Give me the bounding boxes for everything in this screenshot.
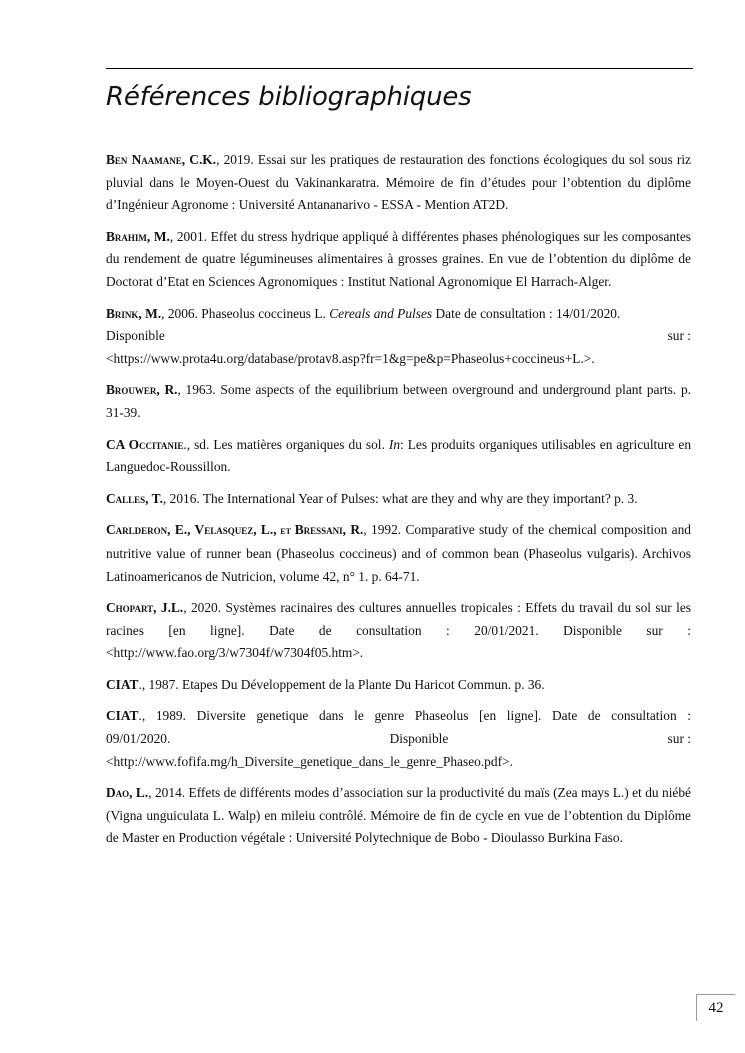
reference-author: Carlderon, E., Velasquez, L., [106,522,277,538]
header-rule [106,68,693,69]
reference-author: Brouwer, R. [106,382,178,398]
reference-author: CA [106,436,129,452]
reference-italic: Cereals and Pulses [329,305,433,321]
reference-author: CIAT [106,676,139,692]
reference-author: Occitanie [128,436,184,452]
reference-sur: sur : [667,731,691,747]
reference-author: Bressani, R. [294,522,364,538]
reference-item [106,303,691,371]
reference-text: , 2020. Systèmes racinaires des cultures annuelles tropicales : Effets du travail du sol sur les racines [en ligne]. Date de consultation : 20/01/2021. Disponible sur : <http://www.fao.org/3/w7304f/w7304f05.htm>. [106,600,691,661]
reference-text: ., 1989. Diversite genetique dans le genre Phaseolus [en ligne]. Date de consultation : [138,708,691,724]
reference-item [106,226,691,294]
reference-list [106,149,691,859]
reference-available: Disponible [389,731,449,747]
reference-item [106,782,691,850]
reference-text: , 2001. Effet du stress hydrique appliqué à différentes phases phénologiques sur les composantes du rendement de quatre légumineuses alimentaires à grosses graines. En vue de l’obtention du diplôme de Doctorat d’Etat en Sciences Agronomiques : Institut National Agronomique El Harrach-Alger. [106,228,691,289]
reference-available: Disponible [106,328,165,344]
reference-sur: sur : [667,328,691,344]
reference-url: <https://www.prota4u.org/database/protav8.asp?fr=1&g=pe&p=Phaseolus+coccineus+L.>. [106,350,595,366]
reference-item [106,379,691,424]
reference-text: ., 1987. Etapes Du Développement de la Plante Du Haricot Commun. p. 36. [138,676,545,692]
reference-text: , 2019. Essai sur les pratiques de restauration des fonctions écologiques du sol sous riz pluvial dans le Moyen-Ouest du Vakinankaratra. Mémoire de fin d’études pour l’obtention du diplôme d’Ingénieur Agronome : Université Antananarivo - ESSA - Mention AT2D. [106,152,691,213]
reference-text: , 1963. Some aspects of the equilibrium between overground and underground plant parts. p. 31-39. [106,382,691,420]
reference-text: , 2016. The International Year of Pulses: what are they and why are they important? p. 3. [162,490,638,506]
page-number: 42 [696,994,735,1021]
reference-item [106,674,691,697]
reference-item [106,434,691,479]
reference-conjunction: et [276,525,295,538]
reference-italic: In [388,436,401,452]
reference-text: , 2014. Effets de différents modes d’association sur la productivité du maïs (Zea mays L.) et du niébé (Vigna unguiculata L. Walp) en mileiu contrôlé. Mémoire de fin de cycle en vue de l’obtention du Diplôme de Master en Production végétale : Université Polytechnique de Bobo - Dioulasso Burkina Faso. [106,785,691,846]
reference-text: : Les produits organiques utilisables en agriculture en Languedoc-Roussillon. [106,436,692,475]
reference-item [106,597,691,665]
reference-author: Chopart, J.L. [106,600,184,616]
reference-date: 09/01/2020. [106,731,171,747]
reference-author: Dao, L. [106,785,149,801]
reference-item [106,488,691,511]
reference-author: Ben Naamane, C.K. [106,152,217,167]
reference-author: Brink, M. [106,305,162,321]
reference-item [106,149,691,217]
reference-text: , 2006. Phaseolus coccineus L. [161,305,330,321]
reference-text: ., sd. Les matières organiques du sol. [183,436,389,452]
reference-text: , 1992. Comparative study of the chemical composition and nutritive value of runner bean (Phaseolus coccineus) and of common bean (Phaseolus vulgaris). Archivos Latinoamericanos de Nutricion, volume 42, n° 1. p. 64-71. [106,522,691,584]
reference-url: <http://www.fofifa.mg/h_Diversite_genetique_dans_le_genre_Phaseo.pdf>. [106,753,513,769]
reference-author: Brahim, M. [106,228,170,244]
reference-author: Calles, T. [106,490,163,506]
reference-item [106,705,691,773]
reference-text: Date de consultation : 14/01/2020. [432,305,621,321]
reference-item [106,519,691,588]
reference-author: CIAT [106,708,139,724]
page-title: Références bibliographiques [106,82,472,112]
